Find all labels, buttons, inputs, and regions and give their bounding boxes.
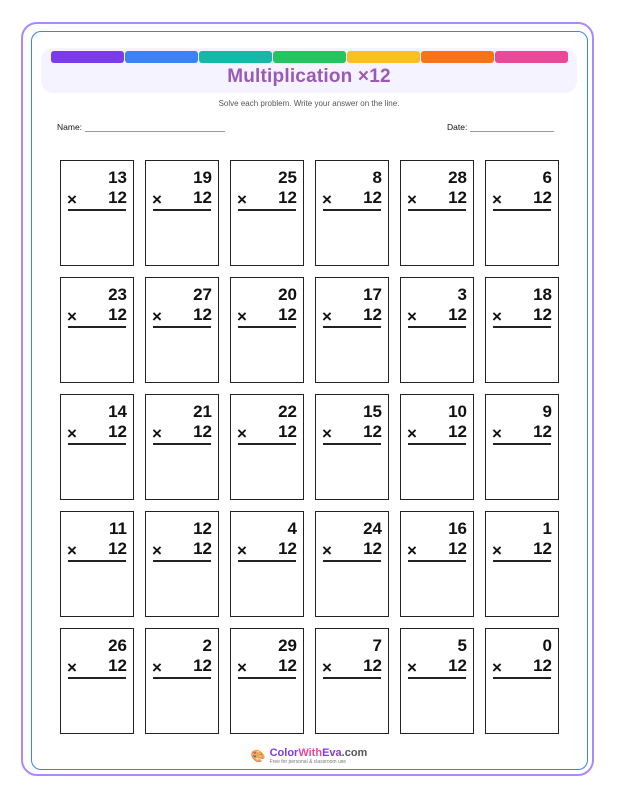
- answer-rule: [493, 326, 551, 328]
- multiplier: 12: [363, 656, 382, 675]
- multiplier: 12: [278, 656, 297, 675]
- problem-card[interactable]: [60, 160, 134, 266]
- color-bar-segment: [273, 51, 346, 63]
- multiplicand: 12: [193, 519, 212, 538]
- answer-rule: [323, 326, 381, 328]
- answer-rule: [408, 443, 466, 445]
- answer-rule: [68, 560, 126, 562]
- multiplier: 12: [108, 422, 127, 441]
- answer-rule: [408, 677, 466, 679]
- problem-card[interactable]: [60, 628, 134, 734]
- multiplier: 12: [533, 656, 552, 675]
- color-bar-segment: [51, 51, 124, 63]
- name-label: Name:: [57, 122, 83, 132]
- multiplicand: 11: [109, 519, 127, 538]
- answer-rule: [68, 443, 126, 445]
- answer-rule: [493, 560, 551, 562]
- times-sign: ×: [492, 658, 502, 677]
- problem-card[interactable]: [230, 628, 304, 734]
- multiplicand: 9: [542, 402, 552, 421]
- answer-rule: [408, 560, 466, 562]
- multiplier: 12: [278, 422, 297, 441]
- brand-part-com: .com: [341, 746, 368, 759]
- multiplicand: 23: [108, 285, 127, 304]
- multiplier: 12: [278, 188, 297, 207]
- palette-icon: 🎨: [250, 749, 266, 763]
- name-field[interactable]: [57, 122, 225, 132]
- multiplier: 12: [108, 188, 127, 207]
- times-sign: ×: [322, 658, 332, 677]
- problem-card[interactable]: [230, 394, 304, 500]
- multiplier: 12: [448, 656, 467, 675]
- footer: [0, 747, 618, 765]
- multiplicand: 18: [533, 285, 552, 304]
- multiplicand: 6: [542, 168, 552, 187]
- problem-card[interactable]: [485, 160, 559, 266]
- problem-card[interactable]: [400, 511, 474, 617]
- multiplicand: 24: [363, 519, 382, 538]
- multiplier: 12: [363, 539, 382, 558]
- times-sign: ×: [492, 307, 502, 326]
- multiplier: 12: [363, 305, 382, 324]
- times-sign: ×: [152, 190, 162, 209]
- answer-rule: [323, 560, 381, 562]
- date-field[interactable]: [447, 122, 554, 132]
- multiplicand: 22: [278, 402, 297, 421]
- multiplicand: 19: [193, 168, 212, 187]
- answer-rule: [153, 209, 211, 211]
- multiplicand: 28: [448, 168, 467, 187]
- problem-card[interactable]: [145, 511, 219, 617]
- multiplicand: 20: [278, 285, 297, 304]
- brand-part-eva: Eva: [322, 746, 342, 759]
- color-bar-segment: [199, 51, 272, 63]
- multiplicand: 16: [448, 519, 467, 538]
- problem-card[interactable]: [485, 628, 559, 734]
- problem-card[interactable]: [145, 394, 219, 500]
- problem-card[interactable]: [315, 394, 389, 500]
- multiplicand: 27: [193, 285, 212, 304]
- rainbow-color-bar: [51, 51, 568, 63]
- times-sign: ×: [492, 541, 502, 560]
- answer-rule: [408, 209, 466, 211]
- times-sign: ×: [407, 541, 417, 560]
- answer-rule: [493, 677, 551, 679]
- multiplier: 12: [278, 539, 297, 558]
- problem-card[interactable]: [230, 277, 304, 383]
- multiplier: 12: [533, 539, 552, 558]
- multiplicand: 29: [278, 636, 297, 655]
- problem-card[interactable]: [60, 277, 134, 383]
- brand-tagline: Free for personal & classroom use: [269, 758, 347, 765]
- multiplier: 12: [533, 422, 552, 441]
- problem-grid: [60, 160, 559, 734]
- multiplier: 12: [448, 422, 467, 441]
- times-sign: ×: [152, 658, 162, 677]
- problem-card[interactable]: [315, 511, 389, 617]
- multiplicand: 26: [108, 636, 127, 655]
- multiplicand: 1: [542, 519, 552, 538]
- times-sign: ×: [67, 424, 77, 443]
- brand-part-with: With: [298, 746, 323, 759]
- times-sign: ×: [322, 541, 332, 560]
- times-sign: ×: [237, 190, 247, 209]
- times-sign: ×: [237, 658, 247, 677]
- problem-card[interactable]: [60, 511, 134, 617]
- times-sign: ×: [237, 541, 247, 560]
- date-label: Date:: [447, 122, 468, 132]
- answer-rule: [323, 677, 381, 679]
- multiplicand: 17: [363, 285, 382, 304]
- multiplier: 12: [533, 305, 552, 324]
- multiplier: 12: [363, 422, 382, 441]
- problem-card[interactable]: [145, 160, 219, 266]
- answer-rule: [153, 326, 211, 328]
- multiplicand: 0: [542, 636, 552, 655]
- worksheet-title: Multiplication ×12: [227, 66, 391, 87]
- multiplier: 12: [193, 539, 212, 558]
- multiplier: 12: [193, 188, 212, 207]
- multiplier: 12: [193, 305, 212, 324]
- multiplicand: 21: [193, 402, 212, 421]
- color-bar-segment: [495, 51, 568, 63]
- times-sign: ×: [492, 190, 502, 209]
- instructions: Solve each problem. Write your answer on the line.: [218, 99, 400, 108]
- multiplicand: 13: [108, 168, 127, 187]
- problem-card[interactable]: [145, 277, 219, 383]
- problem-card[interactable]: [400, 277, 474, 383]
- multiplicand: 8: [372, 168, 382, 187]
- multiplier: 12: [448, 305, 467, 324]
- color-bar-segment: [125, 51, 198, 63]
- multiplier: 12: [448, 539, 467, 558]
- answer-rule: [153, 560, 211, 562]
- problem-card[interactable]: [485, 394, 559, 500]
- answer-rule: [68, 677, 126, 679]
- problem-card[interactable]: [400, 160, 474, 266]
- answer-rule: [323, 209, 381, 211]
- times-sign: ×: [407, 307, 417, 326]
- problem-card[interactable]: [145, 628, 219, 734]
- times-sign: ×: [407, 424, 417, 443]
- times-sign: ×: [67, 541, 77, 560]
- problem-card[interactable]: [230, 511, 304, 617]
- answer-rule: [493, 443, 551, 445]
- multiplicand: 4: [287, 519, 297, 538]
- times-sign: ×: [237, 424, 247, 443]
- brand-part-color: Color: [269, 746, 299, 759]
- answer-rule: [153, 443, 211, 445]
- brand-logo: [270, 748, 368, 759]
- times-sign: ×: [322, 424, 332, 443]
- problem-card[interactable]: [60, 394, 134, 500]
- times-sign: ×: [67, 307, 77, 326]
- multiplicand: 14: [108, 402, 127, 421]
- date-line[interactable]: [470, 122, 554, 132]
- multiplier: 12: [108, 656, 127, 675]
- problem-card[interactable]: [400, 628, 474, 734]
- multiplicand: 25: [278, 168, 297, 187]
- answer-rule: [493, 209, 551, 211]
- problem-card[interactable]: [315, 277, 389, 383]
- problem-card[interactable]: [485, 511, 559, 617]
- multiplier: 12: [193, 422, 212, 441]
- times-sign: ×: [492, 424, 502, 443]
- multiplicand: 5: [457, 636, 467, 655]
- times-sign: ×: [407, 190, 417, 209]
- multiplier: 12: [278, 305, 297, 324]
- color-bar-segment: [347, 51, 420, 63]
- times-sign: ×: [67, 658, 77, 677]
- color-bar-segment: [421, 51, 494, 63]
- problem-card[interactable]: [315, 160, 389, 266]
- times-sign: ×: [237, 307, 247, 326]
- multiplier: 12: [108, 305, 127, 324]
- times-sign: ×: [407, 658, 417, 677]
- multiplier: 12: [533, 188, 552, 207]
- answer-rule: [68, 326, 126, 328]
- answer-rule: [153, 677, 211, 679]
- answer-rule: [238, 209, 296, 211]
- multiplicand: 2: [202, 636, 212, 655]
- times-sign: ×: [152, 541, 162, 560]
- multiplicand: 3: [457, 285, 467, 304]
- times-sign: ×: [152, 424, 162, 443]
- answer-rule: [238, 560, 296, 562]
- problem-card[interactable]: [400, 394, 474, 500]
- problem-card[interactable]: [230, 160, 304, 266]
- answer-rule: [323, 443, 381, 445]
- multiplier: 12: [108, 539, 127, 558]
- problem-card[interactable]: [485, 277, 559, 383]
- times-sign: ×: [152, 307, 162, 326]
- multiplicand: 15: [363, 402, 382, 421]
- multiplicand: 10: [448, 402, 467, 421]
- answer-rule: [238, 326, 296, 328]
- answer-rule: [238, 443, 296, 445]
- answer-rule: [238, 677, 296, 679]
- name-line[interactable]: [85, 122, 225, 132]
- times-sign: ×: [67, 190, 77, 209]
- problem-card[interactable]: [315, 628, 389, 734]
- multiplier: 12: [448, 188, 467, 207]
- multiplicand: 7: [372, 636, 382, 655]
- times-sign: ×: [322, 190, 332, 209]
- multiplier: 12: [363, 188, 382, 207]
- times-sign: ×: [322, 307, 332, 326]
- answer-rule: [408, 326, 466, 328]
- answer-rule: [68, 209, 126, 211]
- multiplier: 12: [193, 656, 212, 675]
